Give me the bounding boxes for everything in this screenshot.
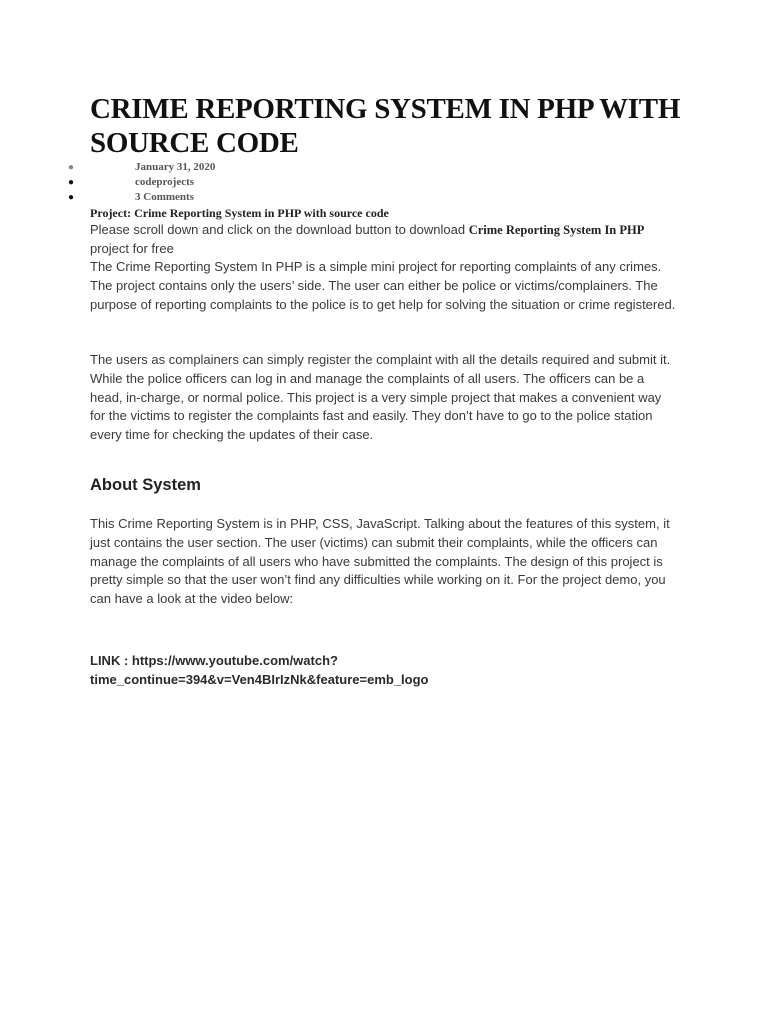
video-link-line-2[interactable]: time_continue=394&v=Ven4BIrIzNk&feature=emb_logo: [90, 671, 429, 687]
about-system-paragraph: This Crime Reporting System is in PHP, CSS, JavaScript. Talking about the features of this system, it just contains the user section. The user (victims) can submit their complaints, while the officers can manage the complaints of all users who have submitted the complaints. The design of this project is pretty simple so that the user won’t find any difficulties while working on it. For the project demo, you can have a look at the video below:: [90, 516, 670, 607]
intro-text-before: Please scroll down and click on the download button to download: [90, 222, 469, 237]
bullet-icon: ●: [67, 162, 75, 173]
video-link[interactable]: [90, 652, 510, 689]
description-paragraph-2: The users as complainers can simply register the complaint with all the details required and submit it. While the police officers can log in and manage the complaints of all users. The officers can be a head, in-charge, or normal police. This project is a very simple project that makes a convenient way for the victims to register the complaints fast and easily. They don’t have to go to the police station every time for checking the updates of their case.: [90, 352, 671, 443]
bullet-icon: ●: [67, 177, 75, 188]
description-paragraph-1: The Crime Reporting System In PHP is a simple mini project for reporting complaints of any crimes. The project contains only the users’ side. The user can either be police or victims/complainers. The purpose of reporting complaints to the police is to get help for solving the situation or crime registered.: [90, 259, 676, 312]
intro-paragraph: [90, 221, 680, 259]
intro-project-name: Crime Reporting System In PHP: [468, 223, 645, 237]
post-author: [67, 175, 690, 190]
article-title: CRIME REPORTING SYSTEM IN PHP WITH SOURCE CODE: [90, 93, 681, 159]
about-system-heading: About System: [90, 476, 201, 494]
post-meta-list: [67, 160, 690, 205]
post-date-text[interactable]: January 31, 2020: [135, 161, 216, 173]
intro-text-after: project for free: [90, 240, 174, 256]
bullet-icon: ●: [67, 192, 75, 203]
video-link-line-1[interactable]: LINK : https://www.youtube.com/watch?: [90, 653, 338, 668]
post-date: [67, 160, 690, 175]
post-comments-text[interactable]: 3 Comments: [135, 191, 194, 203]
post-author-text[interactable]: codeprojects: [135, 176, 195, 188]
post-comments: [67, 190, 690, 205]
project-line: Project: Crime Reporting System in PHP with source code: [90, 206, 389, 220]
